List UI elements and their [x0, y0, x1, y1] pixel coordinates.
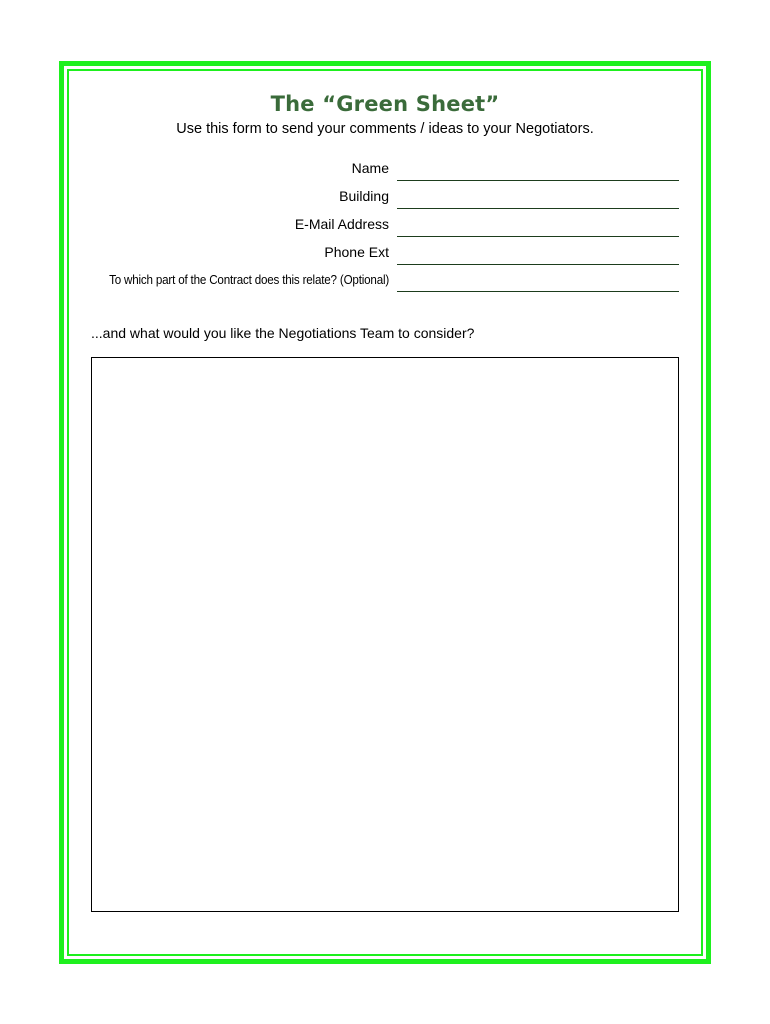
building-field[interactable] [397, 188, 679, 209]
form-title: The “Green Sheet” [270, 92, 500, 116]
phone-ext-label: Phone Ext [324, 244, 389, 260]
email-field[interactable] [397, 216, 679, 237]
contract-part-label: To which part of the Contract does this relate? (Optional) [109, 273, 389, 287]
email-label: E-Mail Address [294, 216, 389, 232]
name-field[interactable] [397, 160, 679, 181]
comments-textarea[interactable] [91, 357, 679, 912]
contract-part-field[interactable] [397, 271, 679, 292]
phone-ext-field[interactable] [397, 244, 679, 265]
comments-prompt: ...and what would you like the Negotiations Team to consider? [91, 325, 475, 341]
form-subtitle: Use this form to send your comments / ideas to your Negotiators. [176, 121, 594, 137]
name-label: Name [351, 160, 389, 176]
building-label: Building [339, 188, 389, 204]
